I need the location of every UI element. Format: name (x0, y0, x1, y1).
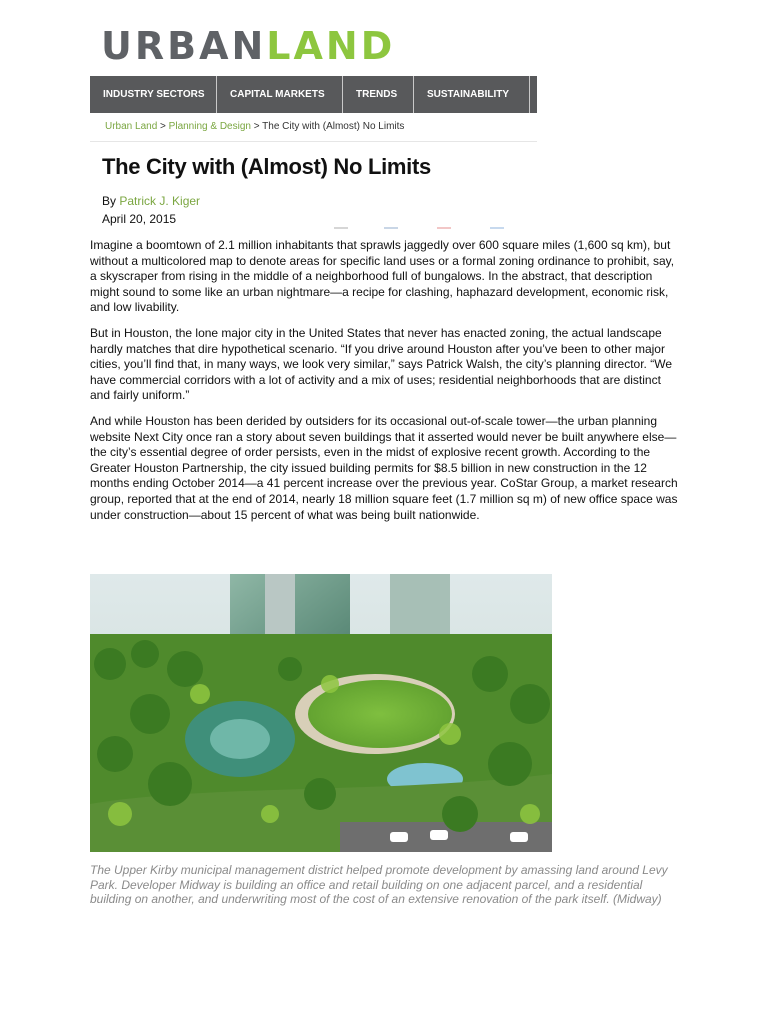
levy-park-rendering-image (90, 574, 552, 852)
article-paragraph: But in Houston, the lone major city in the United States that never has enacted zoning, the actual landscape hardly matches that dire hypothetical scenario. “If you drive around Houston after you’ve been to other major cities, you’ll find that, in many ways, we look very similar,” says Patrick Walsh, the city’s planning director. “We have commercial corridors with a lot of activity and a mix of uses; residential neighborhoods that are distinct and fairly uniform.” (90, 325, 672, 403)
main-nav (90, 76, 537, 113)
article-paragraph: Imagine a boomtown of 2.1 million inhabitants that sprawls jaggedly over 600 square miles (1,600 sq km), but without a multicolored map to denote areas for specific land uses or a formal zoning ordinance to prohibit, say, a skyscraper from rising in the middle of a neighborhood full of bungalows. In the abstract, that description might sound to some like an urban nightmare—a recipe for clashing, haphazard development, economic risk, and low livability. (90, 238, 675, 315)
article-title: The City with (Almost) No Limits (102, 154, 431, 179)
nav-item-capital-markets[interactable]: CAPITAL MARKETS (217, 76, 343, 113)
nav-item-industry-sectors[interactable]: INDUSTRY SECTORS (90, 76, 217, 113)
share-button-2[interactable] (384, 227, 398, 229)
breadcrumb-separator: > (250, 121, 263, 132)
breadcrumb (105, 121, 404, 132)
article-byline (102, 194, 200, 208)
nav-item-sustainability[interactable]: SUSTAINABILITY (414, 76, 530, 113)
byline-prefix: By (102, 194, 120, 208)
article-date: April 20, 2015 (102, 212, 177, 226)
breadcrumb-separator: > (157, 121, 169, 132)
share-button-1[interactable] (334, 227, 348, 229)
breadcrumb-home-link[interactable]: Urban Land (105, 121, 158, 132)
article-paragraph: And while Houston has been derided by outsiders for its occasional out-of-scale tower—the urban planning website Next City once ran a story about seven buildings that it asserted would never be built anywhere else—the city’s essential degree of order persists, even in the midst of explosive recent growth. According to the Greater Houston Partnership, the city issued building permits for $8.5 billion in new construction in the 12 months ending October 2014—a 41 percent increase over the previous year. CoStar Group, a market research group, reported that at the end of 2014, nearly 18 million square feet (1.7 million sq m) of new office space was under construction—about 15 percent of what was being built nationwide. (90, 413, 678, 522)
article-body (90, 238, 682, 533)
image-caption: The Upper Kirby municipal management district helped promote development by amassing land around Levy Park. Developer Midway is building an office and retail building on one adjacent parcel, and a residential building on another, and underwriting most of the cost of an extensive renovation of the park itself. (Midway) (90, 863, 668, 907)
logo-urban-text: URBAN (101, 24, 267, 68)
logo-land-text: LAND (266, 24, 396, 68)
author-link[interactable]: Patrick J. Kiger (119, 194, 201, 208)
nav-item-trends[interactable]: TRENDS (343, 76, 414, 113)
share-button-3[interactable] (437, 227, 451, 229)
breadcrumb-divider (90, 141, 537, 142)
breadcrumb-current: The City with (Almost) No Limits (262, 121, 405, 132)
breadcrumb-section-link[interactable]: Planning & Design (168, 121, 251, 132)
urbanland-logo[interactable] (101, 26, 395, 66)
share-button-4[interactable] (490, 227, 504, 229)
